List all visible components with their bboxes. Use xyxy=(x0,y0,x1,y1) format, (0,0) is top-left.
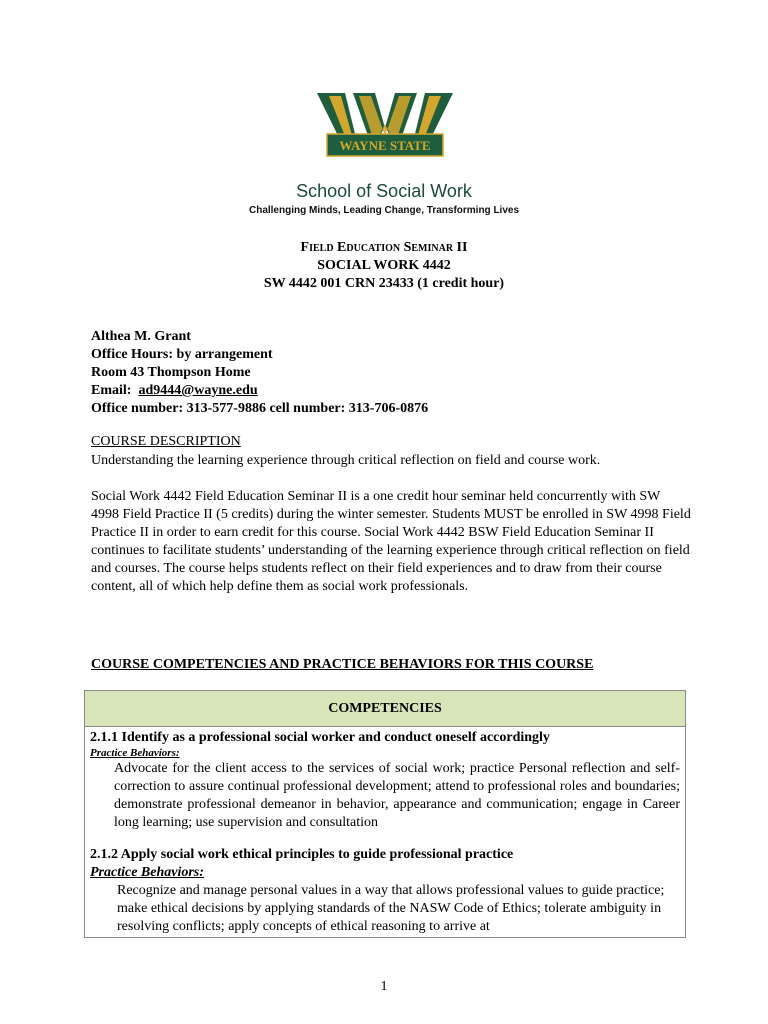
email-label: Email: xyxy=(91,383,139,398)
email-line xyxy=(91,382,428,400)
practice-behaviors-label: Practice Behaviors: xyxy=(90,747,180,759)
page-number: 1 xyxy=(380,979,388,994)
course-description-body: Social Work 4442 Field Education Seminar II is a one credit hour seminar held concurrently with SW 4998 Field Practice II (5 credits) during the winter semester. Students MUST be enrolled in SW 4998 Field Practice II in order to earn credit for this course. Social Work 4442 BSW Field Education Seminar II continues to facilitate students’ understanding of the learning experience through critical reflection on field and courses. The course helps students reflect on their field experiences and to draw from their course content, all of which help define them as social work professionals. xyxy=(91,489,691,594)
course-description-heading: COURSE DESCRIPTION xyxy=(91,434,241,449)
competencies-heading: COURSE COMPETENCIES AND PRACTICE BEHAVIORS FOR THIS COURSE xyxy=(91,657,594,672)
instructor-name: Althea M. Grant xyxy=(91,329,191,344)
school-name: School of Social Work xyxy=(296,181,472,201)
course-title: Field Education Seminar II xyxy=(300,240,468,255)
competencies-table xyxy=(84,690,686,938)
wayne-state-logo xyxy=(315,88,455,178)
competency-title: 2.1.1 Identify as a professional social worker and conduct oneself accordingly xyxy=(90,730,550,745)
office-hours: Office Hours: by arrangement xyxy=(91,347,273,362)
course-section: SW 4442 001 CRN 23433 (1 credit hour) xyxy=(263,276,505,291)
phone-numbers: Office number: 313-577-9886 cell number: 313-706-0876 xyxy=(91,401,429,416)
email-link[interactable]: ad9444@wayne.edu xyxy=(138,383,258,398)
practice-behaviors-label: Practice Behaviors: xyxy=(90,865,204,880)
instructor-info xyxy=(91,328,428,418)
table-header: COMPETENCIES xyxy=(85,691,685,727)
course-description-summary: Understanding the learning experience through critical reflection on field and course work. xyxy=(91,453,601,468)
course-title-block xyxy=(0,239,768,293)
competency-title: 2.1.2 Apply social work ethical principles to guide professional practice xyxy=(90,847,514,862)
logo-text: WAYNE STATE xyxy=(339,138,431,153)
practice-behaviors-text: Advocate for the client access to the services of social work; practice Personal reflection and self-correction to assure continual professional development; attend to professional roles and boundaries; demonstrate professional demeanor in behavior, appearance and communication; engage in Career long learning; use supervision and consultation xyxy=(114,761,680,830)
office-room: Room 43 Thompson Home xyxy=(91,365,251,380)
tagline: Challenging Minds, Leading Change, Transforming Lives xyxy=(248,205,520,216)
practice-behaviors-text: Recognize and manage personal values in a way that allows professional values to guide practice; make ethical decisions by applying standards of the NASW Code of Ethics; tolerate ambiguity in resolving conflicts; apply concepts of ethical reasoning to arrive at xyxy=(117,883,665,934)
table-row xyxy=(85,832,685,936)
course-code: SOCIAL WORK 4442 xyxy=(317,258,451,273)
table-row xyxy=(85,727,685,832)
